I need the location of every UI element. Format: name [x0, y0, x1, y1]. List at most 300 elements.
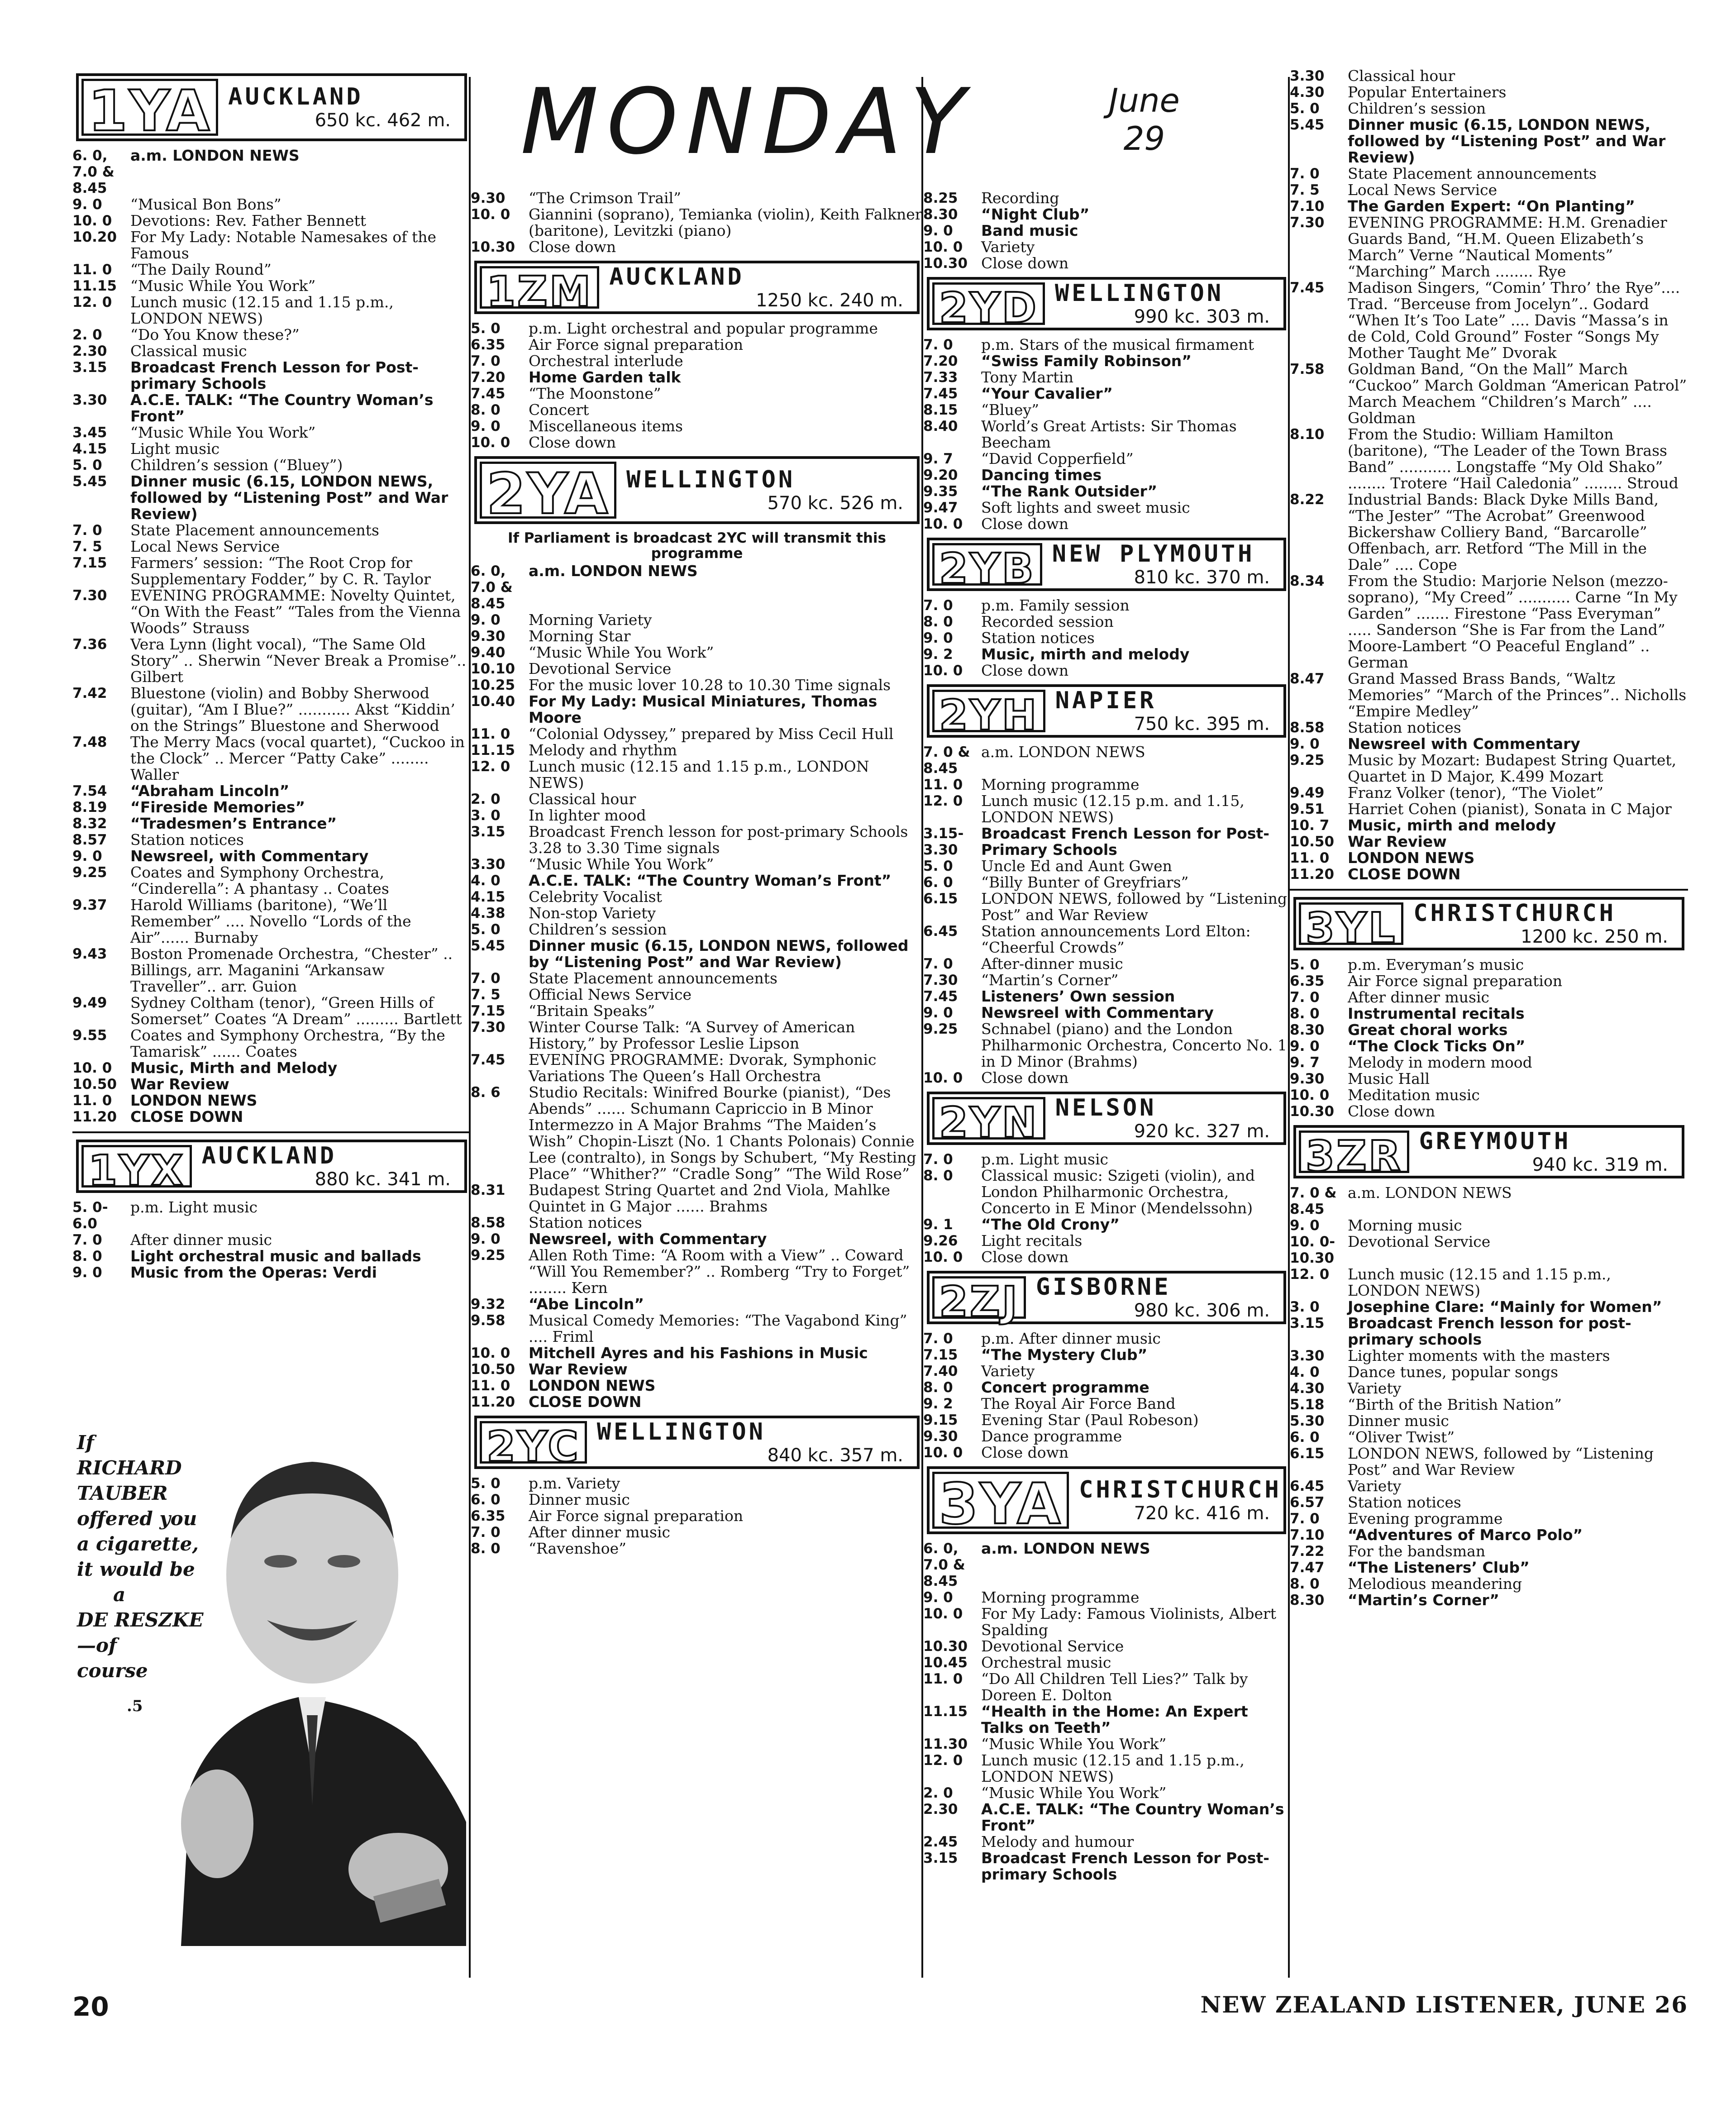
- programme-title: “Do You Know these?”: [130, 326, 300, 343]
- programme-item: [1290, 1054, 1688, 1071]
- programme-item: [923, 516, 1290, 532]
- programme-time: 9. 0: [471, 612, 501, 628]
- programme-item: [923, 467, 1290, 483]
- programme-item: [923, 223, 1290, 239]
- programme-title: a.m. LONDON NEWS: [1348, 1184, 1512, 1202]
- programme-title: Melody and rhythm: [529, 741, 677, 759]
- programme-item: [923, 1541, 1290, 1589]
- programme-title: State Placement announcements: [529, 969, 777, 987]
- programme-title: “The Rank Outsider”: [981, 482, 1158, 500]
- programme-title: “The Moonstone”: [529, 385, 661, 402]
- programme-item: [471, 1541, 923, 1557]
- programme-title: Broadcast French lesson for post-primary schools: [1348, 1314, 1631, 1348]
- programme-item: [471, 1052, 923, 1084]
- programme-time: 11.20: [471, 1394, 515, 1410]
- programme-item: [923, 1216, 1290, 1233]
- programme-title: Music, Mirth and Melody: [130, 1059, 338, 1077]
- programme-item: [471, 1084, 923, 1182]
- programme-title: p.m. Light music: [981, 1150, 1108, 1168]
- programme-title: “Adventures of Marco Polo”: [1348, 1526, 1583, 1544]
- station-city: AUCKLAND: [201, 1142, 337, 1169]
- programme-item: [923, 451, 1290, 467]
- programme-time: 11.30: [923, 1736, 968, 1752]
- programme-time: 7.10: [1290, 198, 1325, 215]
- station-city: GISBORNE: [1035, 1274, 1171, 1301]
- programme-time: 9. 0: [72, 848, 102, 864]
- programme-time: 7.48: [72, 734, 107, 750]
- programme-item: [1290, 1576, 1688, 1592]
- programme-item: [72, 262, 471, 278]
- programme-title: The Garden Expert: “On Planting”: [1348, 197, 1635, 215]
- programme-time: 8.19: [72, 799, 107, 816]
- programme-time: 10. 0: [923, 1070, 963, 1086]
- station-header: [76, 73, 467, 144]
- programme-title: Broadcast French Lesson for Post-primary Schools: [981, 1849, 1269, 1883]
- programme-item: [923, 1834, 1290, 1850]
- column-4: [1290, 68, 1688, 1608]
- programme-time: 4.15: [471, 889, 506, 905]
- programme-time: 10.10: [471, 661, 515, 677]
- programme-title: “Swiss Family Robinson”: [981, 352, 1192, 370]
- programme-title: Coates and Symphony Orchestra, “Cinderella”: A phantasy .. Coates: [130, 863, 389, 897]
- programme-item: [923, 1606, 1290, 1638]
- programme-item: [72, 946, 471, 995]
- programme-item: [923, 1070, 1290, 1086]
- programme-item: [72, 441, 471, 457]
- programme-time: 7. 0 & 8.45: [923, 744, 970, 777]
- programme-time: 10. 0: [471, 206, 510, 223]
- programme-time: 8. 0: [72, 1248, 102, 1264]
- programme-title: a.m. LONDON NEWS: [981, 743, 1145, 761]
- programme-item: [923, 646, 1290, 663]
- station-callsign: 2YB: [932, 543, 1042, 586]
- programme-item: [72, 1199, 471, 1232]
- programme-time: 9.35: [923, 483, 958, 500]
- programme-title: Evening Star (Paul Robeson): [981, 1411, 1199, 1429]
- programme-time: 8.30: [1290, 1022, 1325, 1038]
- station-header: [474, 261, 920, 314]
- programme-title: Dinner music (6.15, LONDON NEWS, followed by “Listening Post” and War Review): [130, 472, 448, 523]
- programme-item: [1290, 720, 1688, 736]
- programme-title: Winter Course Talk: “A Survey of American History,” by Professor Leslie Lipson: [529, 1018, 855, 1052]
- programme-item: [1290, 198, 1688, 215]
- advert-number: .5: [127, 1697, 143, 1715]
- programme-time: 10. 0: [923, 516, 963, 532]
- programme-time: 6.35: [1290, 973, 1325, 989]
- programme-time: 10.30: [471, 239, 515, 255]
- programme-item: [471, 856, 923, 873]
- programme-title: Morning programme: [981, 1588, 1140, 1606]
- programme-item: [1290, 1380, 1688, 1397]
- programme-time: 9.37: [72, 897, 107, 913]
- station-header: [1293, 1125, 1684, 1178]
- programme-time: 6.35: [471, 337, 506, 353]
- programme-title: “Tradesmen’s Entrance”: [130, 815, 337, 832]
- programme-title: Melody in modern mood: [1348, 1054, 1532, 1071]
- programme-time: 10.40: [471, 693, 515, 710]
- section-rule: [72, 1131, 471, 1133]
- programme-title: Local News Service: [130, 538, 280, 555]
- station-callsign: 2ZJ: [932, 1276, 1026, 1319]
- station-info: [1029, 1274, 1283, 1321]
- programme-title: Bluestone (violin) and Bobby Sherwood (guitar), “Am I Blue?” ........... Akst “Kiddin’ on the Strings” Bluestone and Sherwood: [130, 684, 455, 735]
- programme-item: [1290, 671, 1688, 720]
- programme-item: [471, 905, 923, 921]
- programme-item: [471, 239, 923, 255]
- page-footer: [72, 1991, 1688, 2027]
- station-info: [1406, 900, 1682, 948]
- programme-time: 5. 0: [471, 320, 501, 337]
- programme-time: 9.25: [1290, 752, 1325, 768]
- station-city: CHRISTCHURCH: [1079, 1476, 1282, 1503]
- programme-title: “Do All Children Tell Lies?” Talk by Doreen E. Dolton: [981, 1670, 1248, 1704]
- programme-item: [1290, 361, 1688, 426]
- programme-item: [1290, 1445, 1688, 1478]
- programme-title: Dance tunes, popular songs: [1348, 1363, 1559, 1381]
- programme-title: p.m. Light orchestral and popular programme: [529, 320, 878, 337]
- programme-time: 7. 0: [923, 597, 953, 614]
- station-header: [927, 1466, 1286, 1537]
- programme-title: Station notices: [1348, 1493, 1461, 1511]
- programme-item: [471, 190, 923, 206]
- programme-title: Official News Service: [529, 986, 692, 1003]
- programme-title: “Abe Lincoln”: [529, 1295, 644, 1313]
- programme-title: Orchestral music: [981, 1654, 1111, 1671]
- programme-time: 9.43: [72, 946, 107, 962]
- programme-time: 4. 0: [1290, 1364, 1320, 1380]
- programme-title: In lighter mood: [529, 806, 646, 824]
- programme-title: Variety: [981, 1362, 1035, 1380]
- station-info: [195, 1142, 464, 1190]
- programme-item: [72, 294, 471, 327]
- programme-item: [471, 563, 923, 612]
- programme-title: Home Garden talk: [529, 368, 681, 386]
- programme-time: 7.15: [72, 555, 107, 571]
- programme-title: State Placement announcements: [1348, 165, 1597, 182]
- programme-time: 11. 0: [1290, 850, 1330, 866]
- programme-time: 6.45: [923, 923, 958, 940]
- programme-item: [72, 897, 471, 946]
- programme-item: [1290, 573, 1688, 671]
- programme-title: “The Listeners’ Club”: [1348, 1559, 1530, 1576]
- programme-item: [471, 612, 923, 628]
- programme-time: 3. 0: [471, 807, 501, 824]
- programme-title: “Night Club”: [981, 205, 1090, 223]
- programme-time: 6.57: [1290, 1494, 1325, 1511]
- programme-time: 3.15: [72, 359, 107, 376]
- programme-time: 7.20: [923, 353, 958, 369]
- programme-title: Instrumental recitals: [1348, 1005, 1525, 1022]
- programme-item: [923, 630, 1290, 646]
- programme-time: 10. 0: [471, 434, 510, 451]
- programme-time: 7.20: [471, 369, 506, 386]
- programme-time: 8.34: [1290, 573, 1325, 589]
- programme-item: [471, 921, 923, 938]
- programme-item: [471, 1361, 923, 1378]
- programme-time: 2.45: [923, 1834, 958, 1850]
- programme-item: [1290, 866, 1688, 882]
- day-title: MONDAY: [520, 69, 973, 175]
- programme-item: [923, 874, 1290, 891]
- programme-title: After dinner music: [1348, 988, 1490, 1006]
- programme-title: Sydney Coltham (tenor), “Green Hills of Somerset” Coates “A Dream” ......... Bartlett: [130, 994, 462, 1028]
- programme-time: 11.15: [471, 742, 515, 758]
- programme-time: 6. 0, 7.0 & 8.45: [923, 1541, 965, 1589]
- programme-title: Close down: [981, 1248, 1069, 1266]
- programme-title: “The Clock Ticks On”: [1348, 1037, 1526, 1055]
- programme-item: [1290, 850, 1688, 866]
- programme-item: [923, 825, 1290, 858]
- programme-title: Boston Promenade Orchestra, “Chester” .. Billings, arr. Maganini “Arkansaw Traveller”.. arr. Guion: [130, 945, 453, 995]
- programme-time: 9.47: [923, 500, 958, 516]
- programme-time: 7.22: [1290, 1543, 1325, 1560]
- programme-title: Lunch music (12.15 and 1.15 p.m., LONDON NEWS): [130, 293, 394, 327]
- programme-item: [923, 1655, 1290, 1671]
- programme-time: 8. 0: [923, 1379, 953, 1396]
- programme-time: 10.50: [471, 1361, 515, 1378]
- programme-item: [1290, 1217, 1688, 1234]
- programme-item: [923, 1752, 1290, 1785]
- programme-item: [471, 206, 923, 239]
- programme-time: 10. 0-10.30: [1290, 1234, 1335, 1266]
- programme-item: [1290, 491, 1688, 573]
- programme-time: 7.58: [1290, 361, 1325, 377]
- programme-title: LONDON NEWS: [1348, 849, 1475, 867]
- programme-time: 10.50: [72, 1076, 117, 1092]
- programme-title: Harriet Cohen (pianist), Sonata in C Major: [1348, 800, 1672, 818]
- programme-title: For My Lady: Notable Namesakes of the Famous: [130, 228, 437, 262]
- programme-title: The Merry Macs (vocal quartet), “Cuckoo in the Clock” .. Mercer “Patty Cake” ........ Waller: [130, 733, 465, 783]
- programme-item: [923, 190, 1290, 206]
- programme-item: [923, 483, 1290, 500]
- programme-item: [923, 1703, 1290, 1736]
- programme-title: War Review: [1348, 833, 1447, 850]
- programme-time: 5. 0: [471, 1475, 501, 1492]
- programme-item: [471, 1492, 923, 1508]
- programme-time: 7.40: [923, 1363, 958, 1379]
- programme-time: 11. 0: [471, 726, 510, 742]
- programme-title: “Music While You Work”: [981, 1784, 1167, 1802]
- programme-title: Devotions: Rev. Father Bennett: [130, 212, 367, 229]
- programme-item: [923, 1589, 1290, 1606]
- programme-item: [923, 1021, 1290, 1070]
- station-frequency: 880 kc. 341 m.: [315, 1169, 451, 1190]
- programme-time: 8. 0: [471, 402, 501, 418]
- programme-title: Children’s session (“Bluey”): [130, 456, 343, 474]
- month: June: [1109, 81, 1180, 119]
- advert-line: RICHARD: [77, 1457, 182, 1479]
- programme-time: 11. 0: [72, 262, 112, 278]
- programme-item: [1290, 166, 1688, 182]
- programme-item: [471, 742, 923, 758]
- programme-time: 10. 0: [923, 1445, 963, 1461]
- programme-title: Farmers’ session: “The Root Crop for Supplementary Fodder,” by C. R. Taylor: [130, 554, 431, 588]
- programme-title: Lunch music (12.15 and 1.15 p.m., LONDON NEWS): [981, 1751, 1245, 1785]
- programme-time: 8.32: [72, 816, 107, 832]
- programme-item: [923, 1412, 1290, 1428]
- station-callsign: 3ZR: [1299, 1130, 1409, 1173]
- programme-item: [471, 987, 923, 1003]
- programme-title: Close down: [981, 515, 1069, 533]
- programme-title: Dinner music: [529, 1491, 630, 1508]
- programme-title: Budapest String Quartet and 2nd Viola, Mahlke Quintet in G Major ...... Brahms: [529, 1181, 891, 1215]
- station-header: [474, 1416, 920, 1469]
- programme-title: Miscellaneous items: [529, 417, 683, 435]
- programme-title: “David Copperfield”: [981, 450, 1134, 467]
- advert-line: a cigarette,: [77, 1533, 199, 1555]
- programme-item: [1290, 426, 1688, 491]
- programme-time: 9. 2: [923, 646, 953, 663]
- programme-item: [72, 1264, 471, 1281]
- programme-title: Melody and humour: [981, 1833, 1134, 1851]
- programme-item: [471, 1182, 923, 1215]
- programme-item: [1290, 1364, 1688, 1380]
- programme-item: [1290, 736, 1688, 752]
- programme-time: 9. 0: [923, 1005, 953, 1021]
- station-callsign: 2YC: [480, 1421, 587, 1464]
- programme-time: 4.30: [1290, 1380, 1325, 1397]
- programme-title: Uncle Ed and Aunt Gwen: [981, 857, 1172, 875]
- programme-title: Close down: [1348, 1102, 1436, 1120]
- programme-title: a.m. LONDON NEWS: [529, 562, 698, 580]
- programme-item: [471, 677, 923, 693]
- programme-title: Mitchell Ayres and his Fashions in Music: [529, 1344, 868, 1362]
- programme-time: 6.15: [923, 891, 958, 907]
- programme-item: [923, 858, 1290, 874]
- programme-time: 6.15: [1290, 1445, 1325, 1462]
- programme-item: [1290, 1397, 1688, 1413]
- programme-title: Goldman Band, “On the Mall” March “Cuckoo” March Goldman “American Patrol” March Meachem “Children’s March” .... Goldman: [1348, 360, 1687, 427]
- programme-title: Concert programme: [981, 1378, 1149, 1396]
- programme-time: 9. 1: [923, 1216, 953, 1233]
- programme-item: [72, 359, 471, 392]
- programme-time: 11.20: [1290, 866, 1335, 882]
- programme-item: [471, 1475, 923, 1492]
- programme-time: 9. 0: [923, 630, 953, 646]
- programme-item: [471, 644, 923, 661]
- programme-title: Industrial Bands: Black Dyke Mills Band, “The Jester” “The Acrobat” Greenwood Bickershaw Colliery Band, “Barcarolle” Offenbach, arr. Retford “The Mill in the Dale” .... Cope: [1348, 491, 1659, 573]
- page-number: 20: [72, 1991, 109, 2022]
- programme-item: [72, 832, 471, 848]
- programme-item: [923, 1363, 1290, 1379]
- programme-title: Non-stop Variety: [529, 904, 656, 922]
- programme-title: “Martin’s Corner”: [981, 971, 1119, 989]
- programme-time: 9.51: [1290, 801, 1325, 817]
- programme-title: “The Daily Round”: [130, 261, 272, 278]
- programme-item: [1290, 1543, 1688, 1560]
- programme-time: 8.58: [471, 1215, 506, 1231]
- programme-title: Variety: [1348, 1477, 1402, 1495]
- station-info: [1072, 1469, 1283, 1531]
- programme-title: After dinner music: [130, 1231, 272, 1249]
- programme-item: [1290, 1527, 1688, 1543]
- programme-item: [923, 1005, 1290, 1021]
- station-callsign: 1YX: [81, 1145, 192, 1188]
- programme-time: 7.36: [72, 636, 107, 653]
- programme-item: [923, 402, 1290, 418]
- programme-title: Lunch music (12.15 and 1.15 p.m., LONDON NEWS): [529, 758, 869, 792]
- programme-item: [1290, 1478, 1688, 1494]
- programme-title: After dinner music: [529, 1523, 671, 1541]
- programme-time: 8. 0: [923, 1168, 953, 1184]
- programme-title: Music from the Operas: Verdi: [130, 1264, 377, 1281]
- programme-title: Close down: [981, 254, 1069, 272]
- programme-item: [1290, 215, 1688, 280]
- programme-time: 4.38: [471, 905, 506, 921]
- programme-item: [471, 889, 923, 905]
- programme-item: [923, 1151, 1290, 1168]
- advert-line: DE RESZKE: [77, 1609, 204, 1631]
- programme-item: [923, 923, 1290, 956]
- programme-item: [471, 807, 923, 824]
- station-info: [619, 459, 917, 521]
- programme-time: 6. 0: [923, 874, 953, 891]
- programme-time: 7. 0: [923, 956, 953, 972]
- programme-item: [471, 693, 923, 726]
- programme-title: “Musical Bon Bons”: [130, 196, 281, 213]
- programme-item: [1290, 1315, 1688, 1348]
- programme-item: [72, 1027, 471, 1060]
- programme-item: [923, 988, 1290, 1005]
- programme-item: [72, 734, 471, 783]
- programme-title: Madison Singers, “Comin’ Thro’ the Rye”.... Trad. “Berceuse from Jocelyn”.. Godard “When It’s Too Late” .... Davis “Massa’s in de Cold, Cold Ground” Foster “Songs My Mother Taught Me” Dvorak: [1348, 279, 1680, 362]
- programme-time: 9.25: [923, 1021, 958, 1037]
- programme-title: The Royal Air Force Band: [981, 1395, 1176, 1412]
- programme-item: [72, 636, 471, 685]
- programme-item: [923, 206, 1290, 223]
- programme-title: Air Force signal preparation: [1348, 972, 1563, 990]
- programme-title: Vera Lynn (light vocal), “The Same Old Story” .. Sherwin “Never Break a Promise”.. Gilbert: [130, 635, 467, 686]
- programme-time: 7.54: [72, 783, 107, 799]
- programme-title: For the bandsman: [1348, 1542, 1486, 1560]
- station-header: [927, 684, 1286, 738]
- programme-time: 10.25: [471, 677, 515, 693]
- programme-time: 7. 5: [1290, 182, 1320, 198]
- programme-item: [1290, 1348, 1688, 1364]
- programme-time: 7.47: [1290, 1560, 1325, 1576]
- programme-item: [1290, 834, 1688, 850]
- programme-title: LONDON NEWS, followed by “Listening Post” and War Review: [981, 890, 1287, 924]
- programme-item: [72, 1109, 471, 1125]
- programme-item: [471, 970, 923, 987]
- programme-time: 9.58: [471, 1312, 506, 1329]
- programme-time: 7.30: [923, 972, 958, 988]
- programme-time: 10. 0: [1290, 1087, 1330, 1103]
- programme-title: Schnabel (piano) and the London Philharmonic Orchestra, Concerto No. 1 in D Minor (Brahms): [981, 1020, 1287, 1070]
- column-1: [72, 68, 471, 1281]
- programme-time: 9.26: [923, 1233, 958, 1249]
- station-frequency: 1200 kc. 250 m.: [1521, 926, 1668, 947]
- programme-item: [471, 369, 923, 386]
- programme-time: 10. 0: [72, 213, 112, 229]
- programme-item: [923, 353, 1290, 369]
- programme-title: Coates and Symphony Orchestra, “By the Tamarisk” ...... Coates: [130, 1026, 445, 1060]
- programme-item: [923, 597, 1290, 614]
- station-city: WELLINGTON: [626, 466, 796, 493]
- programme-title: a.m. LONDON NEWS: [130, 147, 300, 164]
- advert-line: —of: [77, 1634, 117, 1656]
- programme-time: 9.30: [923, 1428, 958, 1445]
- programme-title: Close down: [529, 434, 616, 451]
- programme-time: 7.45: [1290, 280, 1325, 296]
- programme-item: [72, 457, 471, 473]
- programme-time: 9. 0: [72, 196, 102, 213]
- advert-line: offered you: [77, 1507, 197, 1530]
- programme-item: [1290, 817, 1688, 834]
- programme-item: [1290, 973, 1688, 989]
- advert-line: it would be: [77, 1558, 195, 1580]
- programme-time: 3.30: [72, 392, 107, 408]
